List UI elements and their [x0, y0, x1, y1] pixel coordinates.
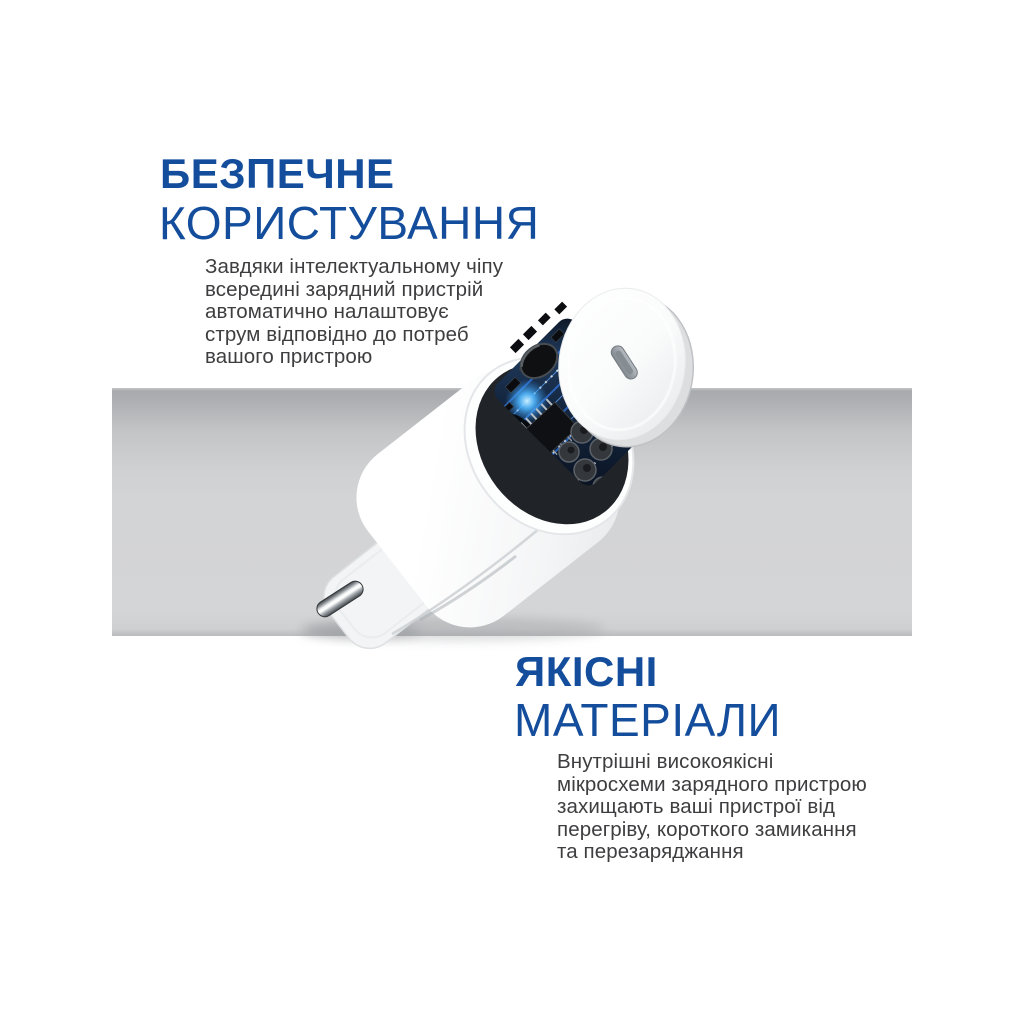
section-safe-use-title-line1: БЕЗПЕЧНЕ: [160, 150, 395, 197]
section-quality-materials-title-line2: МАТЕРІАЛИ: [514, 694, 782, 746]
body-text-line: всередині зарядний пристрій: [205, 277, 484, 301]
section-quality-materials-body: [557, 751, 867, 864]
body-text-line: перегріву, короткого замикання: [557, 817, 857, 841]
section-quality-materials-title-line1: ЯКІСНІ: [515, 648, 658, 695]
section-safe-use-title-line2: КОРИСТУВАННЯ: [159, 197, 540, 249]
body-text-line: захищають ваші пристрої від: [557, 795, 836, 818]
body-text-line: автоматично налаштовує: [205, 300, 449, 323]
body-text-line: струм відповідно до потреб: [205, 322, 469, 346]
body-text-line: та перезаряджання: [557, 840, 744, 863]
body-text-line: вашого пристрою: [205, 345, 373, 368]
body-text-line: мікросхеми зарядного пристрою: [557, 772, 867, 796]
body-text-line: Завдяки інтелектуальному чіпу: [205, 255, 504, 278]
body-text-line: Внутрішні високоякісні: [557, 750, 774, 773]
